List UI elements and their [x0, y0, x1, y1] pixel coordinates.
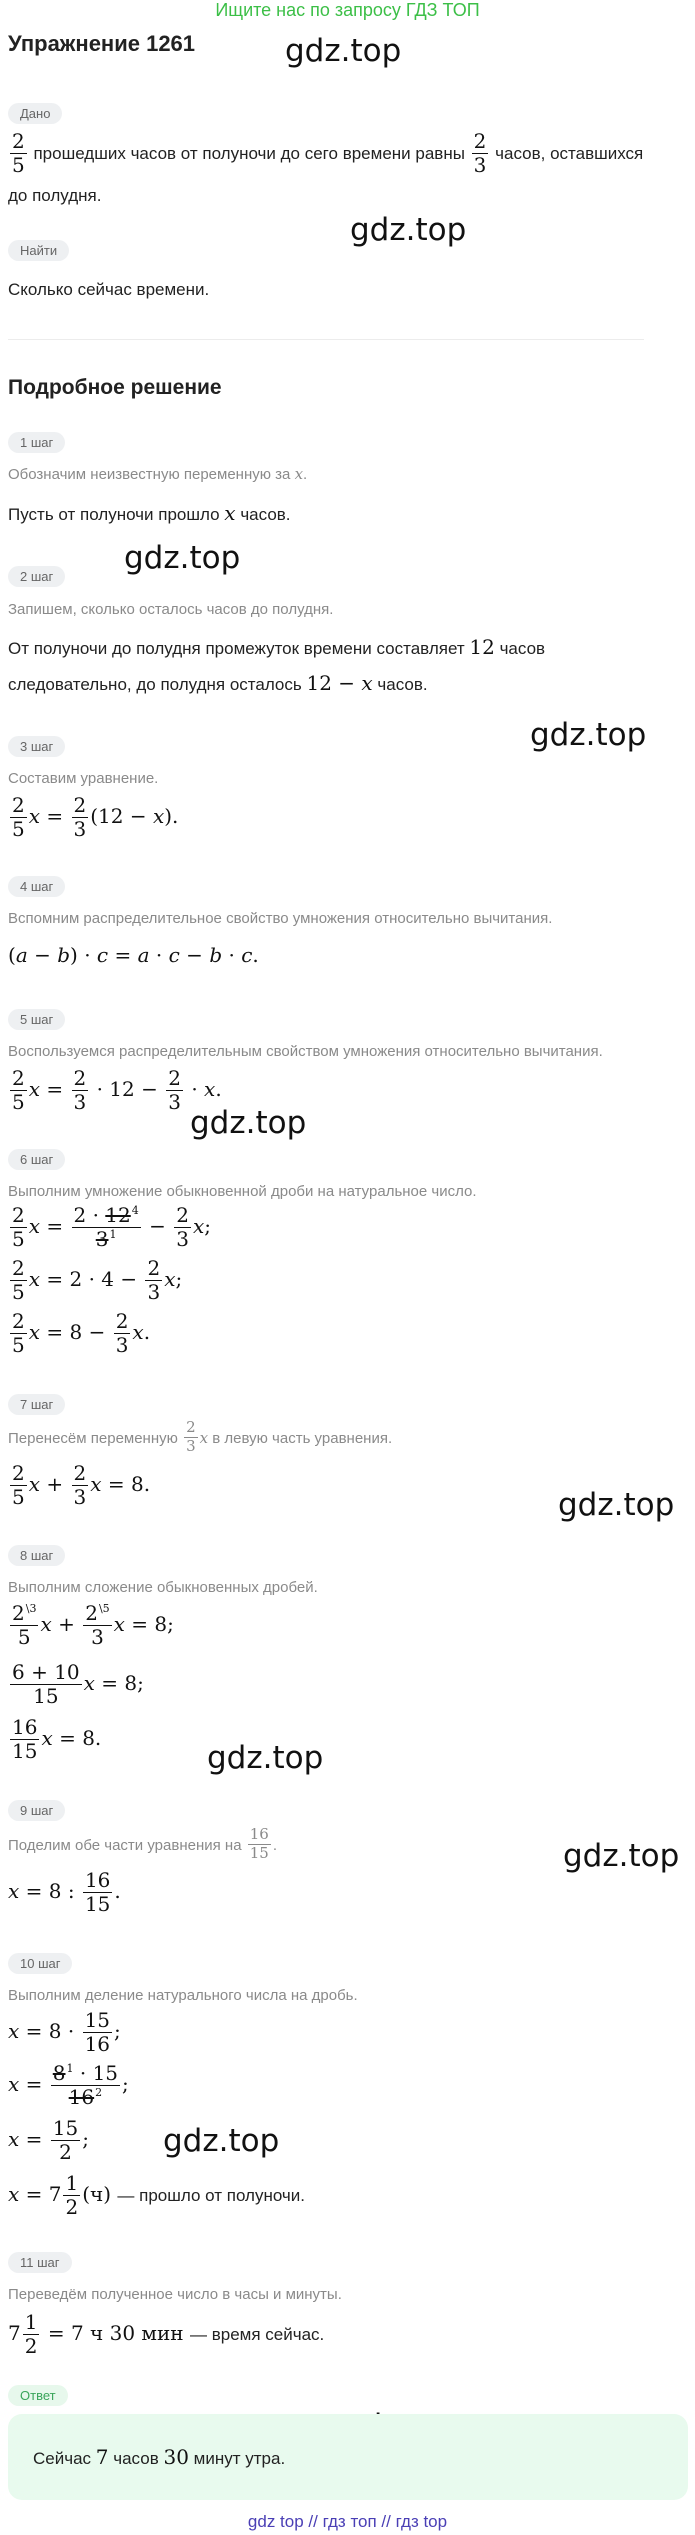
solution-title: Подробное решение: [8, 376, 222, 399]
page-title: Упражнение 1261: [8, 31, 196, 56]
equation: $\frac{2}{5}$ x = $\frac{2}{3}$ · 12 − $\frac{2}{3}$ · x.: [12, 1066, 222, 1114]
answer-tag: Ответ: [8, 2385, 68, 2406]
step-tag: 3 шаг: [8, 736, 65, 757]
find-tag: Найти: [8, 240, 69, 261]
step-hint: Запишем, сколько осталось часов до полудня.: [8, 601, 334, 618]
watermark: gdz.top: [163, 2123, 280, 2159]
answer-text: Сейчас 7 часов 30 минут утра.: [33, 2445, 286, 2469]
step-tag: 4 шаг: [8, 876, 65, 897]
equation: $\frac{6 + 10}{15}$ x = 8;: [12, 1660, 144, 1708]
watermark: gdz.top: [190, 1105, 307, 1141]
step-hint: Выполним умножение обыкновенной дроби на натуральное число.: [8, 1183, 477, 1200]
top-banner[interactable]: Ищите нас по запросу ГДЗ ТОП: [215, 0, 480, 20]
step-line: Пусть от полуночи прошло x часов.: [8, 501, 291, 525]
given-tag: Дано: [8, 103, 62, 124]
watermark: gdz.top: [563, 1838, 680, 1874]
watermark: gdz.top: [558, 1487, 675, 1523]
watermark: gdz.top: [530, 717, 647, 753]
step-hint: Воспользуемся распределительным свойством умножения относительно вычитания.: [8, 1043, 603, 1060]
step-tag: 6 шаг: [8, 1149, 65, 1170]
step-tag: 7 шаг: [8, 1394, 65, 1415]
equation: $\frac{2}{5}$ x = $\frac{2 \cdot 12^4}{3^1}$ − $\frac{2}{3}$ x;: [12, 1203, 211, 1251]
watermark: gdz.top: [350, 212, 467, 248]
step-tag: 11 шаг: [8, 2252, 72, 2273]
step-tag: 10 шаг: [8, 1953, 72, 1974]
equation: (a − b) · c = a · c − b · c.: [8, 943, 259, 967]
watermark: gdz.top: [285, 33, 402, 69]
equation: x = 8 : $\frac{16}{15}$ .: [8, 1868, 121, 1916]
watermark: gdz.top: [207, 1740, 324, 1776]
equation: $\frac{2}{5}$ x = $\frac{2}{3}$ (12 − x).: [12, 793, 179, 841]
equation: x = $\frac{8^1 \cdot 15}{16^2}$ ;: [8, 2061, 129, 2109]
find-text: Сколько сейчас времени.: [8, 280, 210, 299]
step-line: следовательно, до полудня осталось 12 − x часов.: [8, 671, 428, 695]
equation: $\frac{2}{5}$ x = 2 · 4 − $\frac{2}{3}$ x;: [12, 1256, 183, 1304]
step-tag: 9 шаг: [8, 1800, 65, 1821]
equation: $\frac{2}{5}$ x + $\frac{2}{3}$ x = 8.: [12, 1461, 151, 1509]
step-hint: Переведём полученное число в часы и минуты.: [8, 2286, 342, 2303]
equation: $\frac{16}{15}$ x = 8.: [12, 1715, 102, 1763]
divider: [8, 339, 644, 340]
equation: $\frac{2}{5}$ x = 8 − $\frac{2}{3}$ x.: [12, 1309, 151, 1357]
given-line-2: до полудня.: [8, 186, 102, 205]
given-line-1: $\frac{2}{5}$ прошедших часов от полуночи до сего времени равны $\frac{2}{3}$ часов, оставшихся: [12, 129, 644, 177]
watermark: gdz.top: [124, 540, 241, 576]
step-hint: Составим уравнение.: [8, 770, 159, 787]
equation: x = 7 $\frac{1}{2}$ (ч) — прошло от полуночи.: [8, 2171, 306, 2219]
equation: x = 8 · $\frac{15}{16}$ ;: [8, 2008, 121, 2056]
footer-links[interactable]: gdz top // гдз топ // гдз top: [247, 2512, 448, 2531]
step-tag: 2 шаг: [8, 566, 65, 587]
step-hint: Перенесём переменную $\frac{2}{3}$ x в левую часть уравнения.: [8, 1418, 393, 1455]
step-tag: 8 шаг: [8, 1545, 65, 1566]
step-hint: Обозначим неизвестную переменную за x.: [8, 465, 308, 483]
equation: x = $\frac{15}{2}$ ;: [8, 2116, 89, 2164]
step-hint: Поделим обе части уравнения на $\frac{16}{15}$ .: [8, 1825, 277, 1862]
step-hint: Вспомним распределительное свойство умножения относительно вычитания.: [8, 910, 553, 927]
equation: $\frac{2^{\backslash 3}}{5}$ x + $\frac{2^{\backslash 5}}{3}$ x = 8;: [12, 1601, 174, 1649]
step-hint: Выполним деление натурального числа на дробь.: [8, 1987, 358, 2004]
step-tag: 1 шаг: [8, 432, 65, 453]
step-hint: Выполним сложение обыкновенных дробей.: [8, 1579, 318, 1596]
equation: 7 $\frac{1}{2}$ = 7 ч 30 мин — время сейчас.: [8, 2310, 325, 2358]
step-line: От полуночи до полудня промежуток времени составляет 12 часов: [8, 635, 546, 659]
step-tag: 5 шаг: [8, 1009, 65, 1030]
